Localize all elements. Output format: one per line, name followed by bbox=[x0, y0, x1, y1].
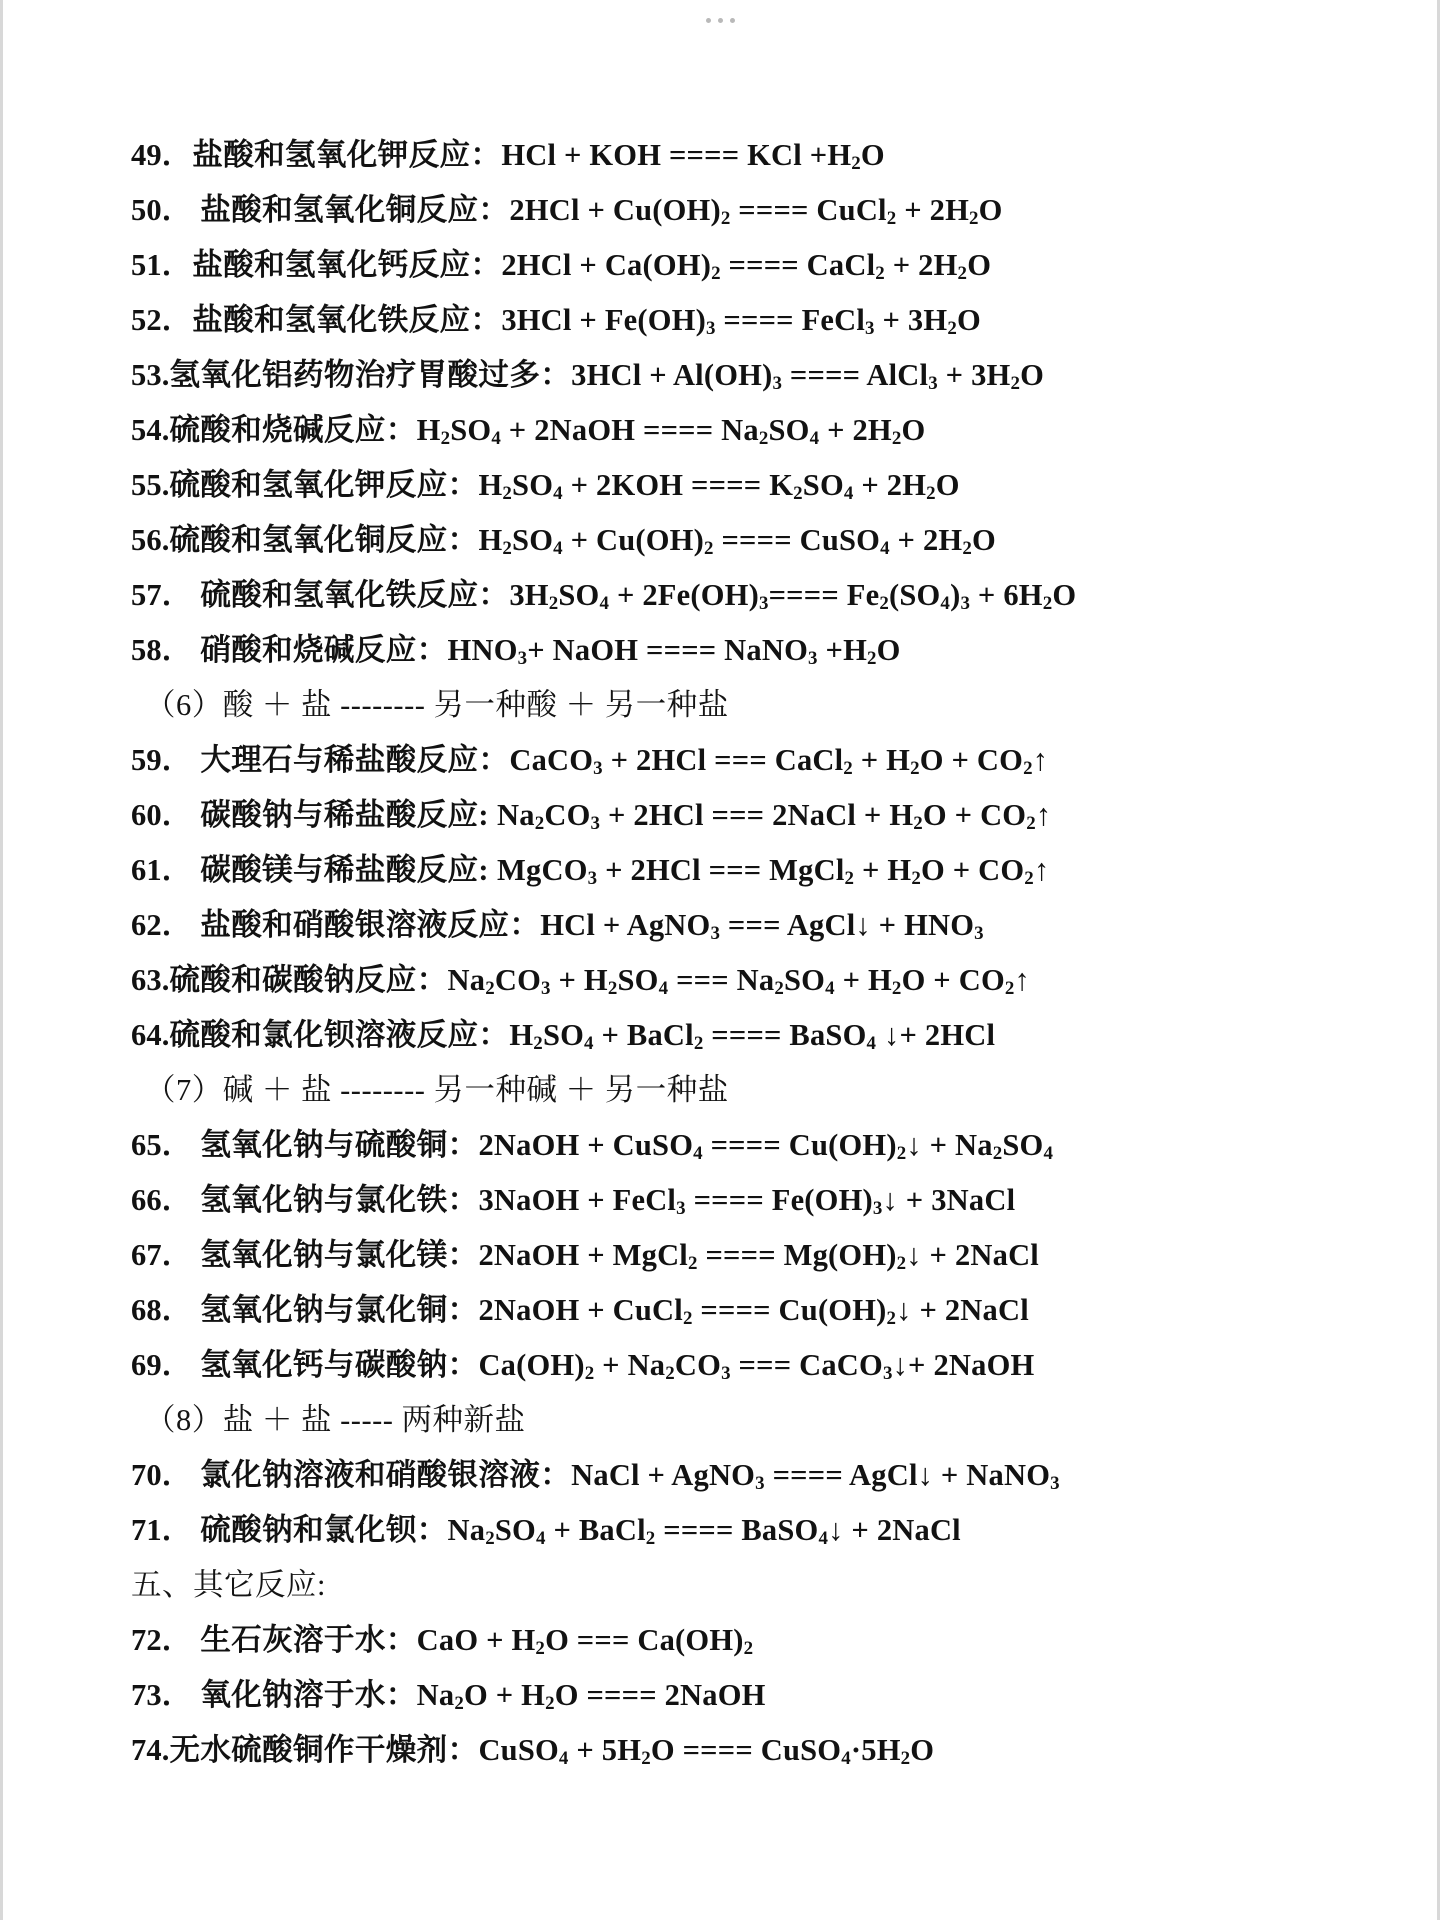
equation-line bbox=[131, 458, 1321, 513]
equation-line bbox=[131, 1338, 1321, 1393]
equation-formula: $Na_2SO_4$ + BaCl$_2$ ==== BaSO$_4$↓ + 2NaCl bbox=[447, 1513, 961, 1550]
equation-title: 盐酸和氢氧化铁反应： bbox=[192, 303, 502, 337]
equation-number: 71． bbox=[131, 1513, 193, 1547]
equation-formula: 2NaOH + CuCl$_2$ ==== $Cu(OH)_2↓$ + 2NaCl bbox=[478, 1293, 1029, 1330]
equation-line bbox=[131, 183, 1321, 238]
equation-number: 64. bbox=[131, 1018, 170, 1052]
equation-formula: $H_2SO_4 + Cu(OH)_2$ ==== CuSO$_4$ + $2H_2O$ bbox=[478, 523, 996, 560]
equation-formula: CaCO$_3$ + 2HCl === CaCl$_2$ + $H_2O$ + $CO_2↑$ bbox=[509, 743, 1049, 780]
equation-line bbox=[131, 1008, 1321, 1063]
equation-title: 氢氧化钙与碳酸钠： bbox=[192, 1348, 479, 1382]
equation-number: 74. bbox=[131, 1733, 170, 1767]
equation-number: 70． bbox=[131, 1458, 193, 1492]
equation-line bbox=[131, 238, 1321, 293]
equation-number: 60． bbox=[131, 798, 193, 832]
equation-formula: $Ca(OH)_2 + Na_2CO_3$ === CaCO$_3$↓+ 2NaOH bbox=[478, 1348, 1035, 1385]
equation-line bbox=[131, 953, 1321, 1008]
equation-title: 大理石与稀盐酸反应： bbox=[192, 743, 510, 777]
equation-formula: $H_2SO_4$ + BaCl$_2$ ==== BaSO$_4$ ↓+ 2HCl bbox=[509, 1018, 996, 1055]
equation-formula: $Na_2CO_3 + 2HCl$ === 2NaCl + $H_2O$ + $CO_2↑$ bbox=[497, 798, 1052, 835]
equation-number: 68． bbox=[131, 1293, 193, 1327]
equation-formula: MgCO$_3$ + 2HCl === MgCl$_2$ + $H_2O$ + $CO_2↑$ bbox=[497, 853, 1050, 890]
section-heading: （8）盐 ＋ 盐 ----- 两种新盐 bbox=[145, 1403, 526, 1437]
equation-number: 51． bbox=[131, 248, 193, 282]
equation-title: 硝酸和烧碱反应： bbox=[192, 633, 448, 667]
equation-line bbox=[131, 348, 1321, 403]
equation-line bbox=[131, 843, 1321, 898]
equation-title: 硫酸和氢氧化钾反应： bbox=[169, 468, 479, 502]
equation-number: 72． bbox=[131, 1623, 193, 1657]
equation-title: 盐酸和氢氧化钾反应： bbox=[192, 138, 502, 172]
equation-line bbox=[131, 1503, 1321, 1558]
equation-line bbox=[131, 128, 1321, 183]
section-heading: （7）碱 ＋ 盐 -------- 另一种碱 ＋ 另一种盐 bbox=[145, 1073, 729, 1107]
equation-formula: $2HCl + Ca(OH)_2$ ==== CaCl$_2$ + $2H_2O$ bbox=[501, 248, 992, 285]
equation-formula: $3HCl + Al(OH)_3$ ==== AlCl$_3$ + $3H_2O$ bbox=[571, 358, 1045, 395]
equation-formula: HCl + AgNO$_3$ === AgCl↓ + $HNO_3$ bbox=[540, 908, 984, 945]
equation-line bbox=[131, 1723, 1321, 1778]
equation-number: 62． bbox=[131, 908, 193, 942]
equation-title: 氢氧化钠与氯化铁： bbox=[192, 1183, 479, 1217]
equation-title: 碳酸钠与稀盐酸反应: bbox=[192, 798, 498, 832]
dot-icon bbox=[706, 18, 711, 23]
equation-formula: $2HCl + Cu(OH)_2$ ==== CuCl$_2$ + $2H_2O$ bbox=[509, 193, 1003, 230]
equation-line bbox=[131, 898, 1321, 953]
dot-icon bbox=[730, 18, 735, 23]
equation-line bbox=[131, 1613, 1321, 1668]
equation-formula: $H_2SO_4 + 2KOH$ ==== $K_2SO_4 + 2H_2O$ bbox=[478, 468, 960, 505]
equation-formula: HCl + KOH ==== KCl $+H_2O$ bbox=[501, 138, 885, 175]
equation-number: 53. bbox=[131, 358, 170, 392]
equation-title: 氢氧化钠与氯化镁： bbox=[192, 1238, 479, 1272]
equation-title: 硫酸钠和氯化钡： bbox=[192, 1513, 448, 1547]
equation-formula: 3NaOH + FeCl$_3$ ==== $Fe(OH)_3↓$ + 3NaCl bbox=[478, 1183, 1016, 1220]
equation-number: 49． bbox=[131, 138, 193, 172]
equation-title: 盐酸和氢氧化铜反应： bbox=[192, 193, 510, 227]
equation-number: 56. bbox=[131, 523, 170, 557]
equation-number: 63. bbox=[131, 963, 170, 997]
equation-title: 氢氧化钠与硫酸铜： bbox=[192, 1128, 479, 1162]
equation-formula: $H_2SO_4$ + 2NaOH ==== $Na_2SO_4 + 2H_2O$ bbox=[416, 413, 926, 450]
equation-line bbox=[131, 623, 1321, 678]
equation-title: 硫酸和烧碱反应： bbox=[169, 413, 417, 447]
equation-formula: CuSO$_4$ + $5H_2O$ ==== $CuSO_4\cdot 5H_2O$ bbox=[478, 1733, 935, 1770]
equation-number: 52． bbox=[131, 303, 193, 337]
equation-number: 50． bbox=[131, 193, 193, 227]
equation-number: 61． bbox=[131, 853, 193, 887]
dot-icon bbox=[718, 18, 723, 23]
equation-formula: $HNO_3+$ NaOH ==== NaNO$_3$ $+H_2O$ bbox=[447, 633, 901, 670]
equation-formula: $3H_2SO_4 + 2Fe(OH)_3==== Fe_2(SO_4)_3 + 6H_2O$ bbox=[509, 578, 1077, 615]
equation-title: 盐酸和硝酸银溶液反应： bbox=[192, 908, 541, 942]
equation-title: 硫酸和碳酸钠反应： bbox=[169, 963, 448, 997]
equation-line bbox=[131, 1448, 1321, 1503]
equation-number: 73． bbox=[131, 1678, 193, 1712]
equation-formula: 2NaOH + MgCl$_2$ ==== $Mg(OH)_2↓$ + 2NaCl bbox=[478, 1238, 1039, 1275]
equation-number: 65． bbox=[131, 1128, 193, 1162]
equation-title: 硫酸和氢氧化铁反应： bbox=[192, 578, 510, 612]
equation-title: 氯化钠溶液和硝酸银溶液： bbox=[192, 1458, 572, 1492]
equation-line bbox=[131, 1668, 1321, 1723]
equation-line bbox=[131, 1283, 1321, 1338]
equation-title: 氧化钠溶于水： bbox=[192, 1678, 417, 1712]
equation-line bbox=[131, 733, 1321, 788]
equation-title: 氢氧化钠与氯化铜： bbox=[192, 1293, 479, 1327]
equation-line bbox=[131, 513, 1321, 568]
equation-number: 58． bbox=[131, 633, 193, 667]
chapter-heading: 五、其它反应: bbox=[131, 1568, 326, 1602]
equation-number: 67． bbox=[131, 1238, 193, 1272]
equation-number: 55. bbox=[131, 468, 170, 502]
equation-line bbox=[131, 403, 1321, 458]
equation-number: 69． bbox=[131, 1348, 193, 1382]
equation-title: 硫酸和氢氧化铜反应： bbox=[169, 523, 479, 557]
equation-formula: $3HCl + Fe(OH)_3$ ==== FeCl$_3$ + $3H_2O$ bbox=[501, 303, 981, 340]
equation-formula: NaCl + AgNO$_3$ ==== AgCl↓ + NaNO$_3$ bbox=[571, 1458, 1060, 1495]
equation-number: 59． bbox=[131, 743, 193, 777]
equation-line bbox=[131, 788, 1321, 843]
equation-formula: 2NaOH + CuSO$_4$ ==== $Cu(OH)_2↓ + Na_2SO_4$ bbox=[478, 1128, 1054, 1165]
equation-line bbox=[131, 293, 1321, 348]
equation-formula: $Na_2CO_3 + H_2SO_4$ === $Na_2SO_4 + H_2O$ + $CO_2↑$ bbox=[447, 963, 1030, 1000]
equation-title: 无水硫酸铜作干燥剂： bbox=[169, 1733, 479, 1767]
equation-line bbox=[131, 1228, 1321, 1283]
equation-line bbox=[131, 1118, 1321, 1173]
equation-list bbox=[131, 128, 1321, 1778]
equation-title: 碳酸镁与稀盐酸反应: bbox=[192, 853, 498, 887]
equation-title: 氢氧化铝药物治疗胃酸过多： bbox=[169, 358, 572, 392]
equation-number: 57． bbox=[131, 578, 193, 612]
equation-number: 54. bbox=[131, 413, 170, 447]
equation-title: 生石灰溶于水： bbox=[192, 1623, 417, 1657]
equation-title: 硫酸和氯化钡溶液反应： bbox=[169, 1018, 510, 1052]
equation-formula: $Na_2O + H_2O$ ==== 2NaOH bbox=[416, 1678, 766, 1715]
equation-title: 盐酸和氢氧化钙反应： bbox=[192, 248, 502, 282]
section-heading: （6）酸 ＋ 盐 -------- 另一种酸 ＋ 另一种盐 bbox=[145, 688, 729, 722]
page-menu-dots[interactable] bbox=[3, 10, 1437, 30]
equation-line bbox=[131, 568, 1321, 623]
equation-formula: CaO + $H_2O$ === $Ca(OH)_2$ bbox=[416, 1623, 754, 1660]
equation-number: 66． bbox=[131, 1183, 193, 1217]
equation-line bbox=[131, 1173, 1321, 1228]
